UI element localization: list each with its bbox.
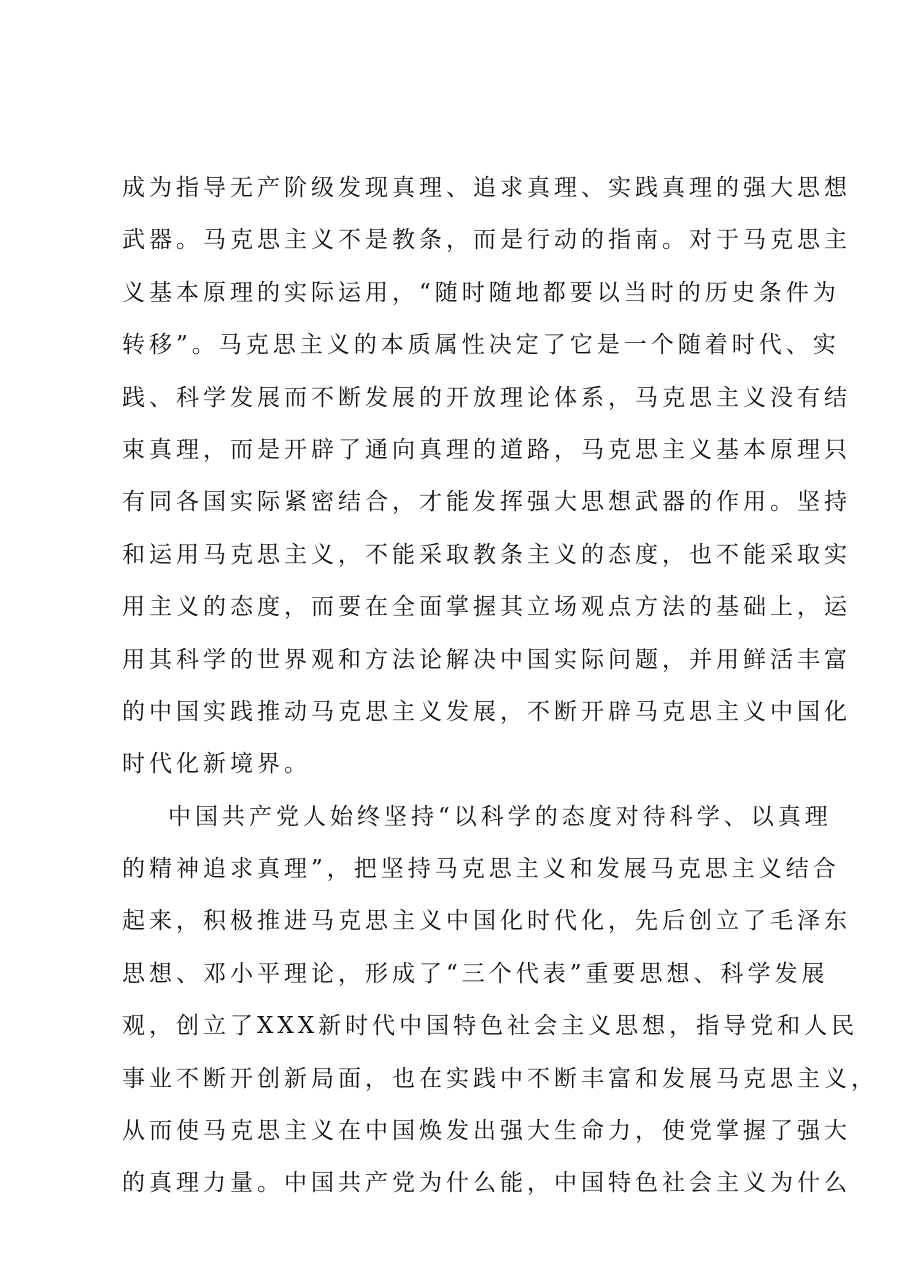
paragraph-2	[122, 791, 878, 1210]
paragraph-2-line: 观，创立了XXX新时代中国特色社会主义思想，指导党和人民	[122, 1013, 859, 1040]
paragraph-1-line: 践、科学发展而不断发展的开放理论体系，马克思主义没有结	[122, 384, 851, 411]
paragraph-2-line: 起来，积极推进马克思主义中国化时代化，先后创立了毛泽东	[122, 908, 851, 935]
paragraph-1-line: 时代化新境界。	[122, 751, 311, 778]
paragraph-1-line: 束真理，而是开辟了通向真理的道路，马克思主义基本原理只	[122, 436, 851, 463]
paragraph-1-line: 用主义的态度，而要在全面掌握其立场观点方法的基础上，运	[122, 594, 851, 621]
paragraph-1-line: 义基本原理的实际运用，“随时随地都要以当时的历史条件为	[122, 279, 840, 306]
paragraph-2-line: 的真理力量。中国共产党为什么能，中国特色社会主义为什么	[122, 1170, 851, 1197]
paragraph-2-line: 的精神追求真理”，把坚持马克思主义和发展马克思主义结合	[122, 856, 840, 883]
paragraph-1-line: 有同各国实际紧密结合，才能发挥强大思想武器的作用。坚持	[122, 489, 851, 516]
paragraph-2-line: 从而使马克思主义在中国焕发出强大生命力，使党掌握了强大	[122, 1118, 851, 1145]
paragraph-2-line: 中国共产党人始终坚持“以科学的态度对待科学、以真理	[168, 803, 832, 830]
paragraph-1-line: 成为指导无产阶级发现真理、追求真理、实践真理的强大思想	[122, 175, 851, 201]
paragraph-2-line: 事业不断开创新局面，也在实践中不断丰富和发展马克思主义，	[122, 1065, 878, 1092]
body-text	[122, 162, 878, 1210]
paragraph-1-line: 的中国实践推动马克思主义发展，不断开辟马克思主义中国化	[122, 698, 851, 725]
paragraph-1	[122, 162, 851, 791]
paragraph-1-line: 转移”。马克思主义的本质属性决定了它是一个随着时代、实	[122, 332, 840, 359]
paragraph-1-line: 和运用马克思主义，不能采取教条主义的态度，也不能采取实	[122, 541, 851, 568]
paragraph-2-line: 思想、邓小平理论，形成了“三个代表”重要思想、科学发展	[122, 960, 829, 987]
paragraph-1-line: 武器。马克思主义不是教条，而是行动的指南。对于马克思主	[122, 227, 851, 254]
paragraph-1-line: 用其科学的世界观和方法论解决中国实际问题，并用鲜活丰富	[122, 646, 851, 673]
